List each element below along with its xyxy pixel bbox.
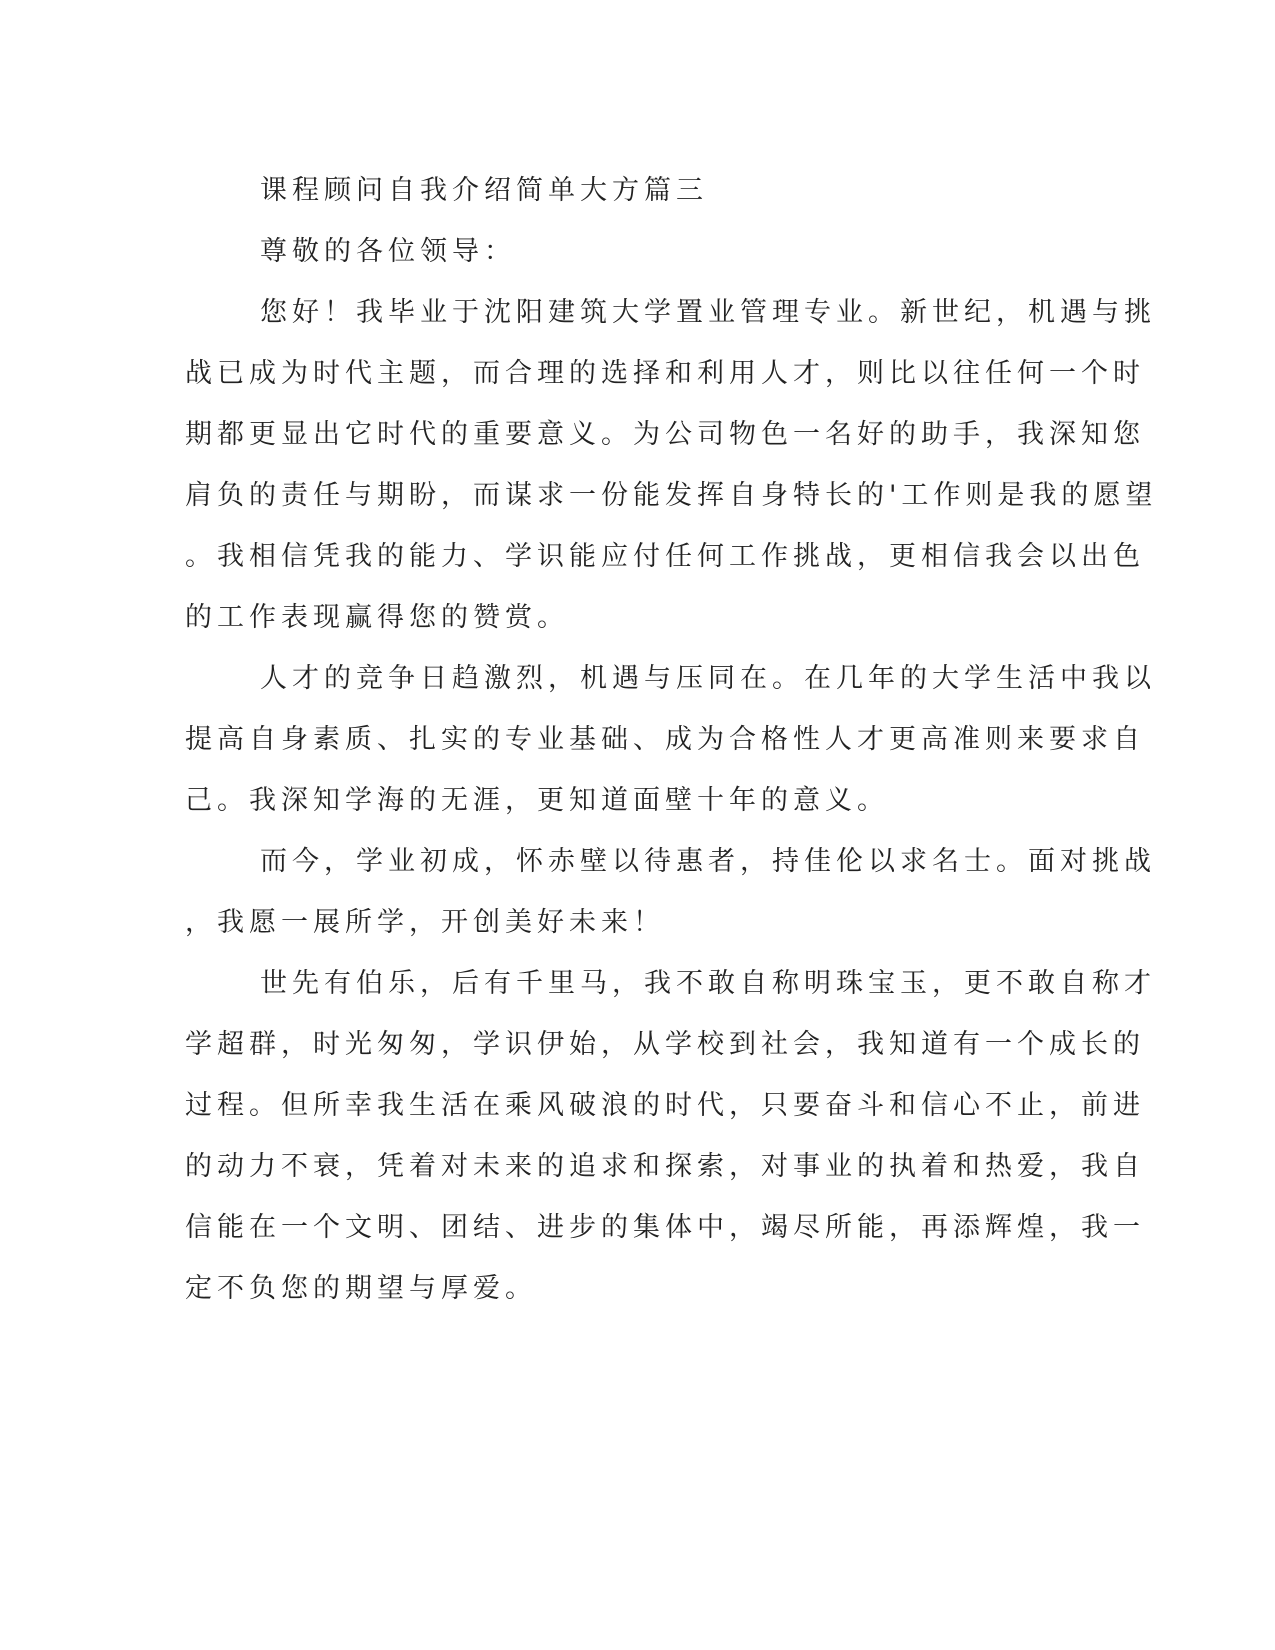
paragraph-line: 期都更显出它时代的重要意义。为公司物色一名好的助手，我深知您 — [185, 419, 1145, 450]
paragraph-line: 定不负您的期望与厚爱。 — [185, 1273, 537, 1304]
paragraph-2 — [185, 648, 1156, 831]
document-title: 课程顾问自我介绍简单大方篇三 — [260, 175, 708, 206]
paragraph-1 — [185, 282, 1158, 648]
paragraph-line: 您好！我毕业于沈阳建筑大学置业管理专业。新世纪，机遇与挑 — [260, 297, 1156, 328]
salutation: 尊敬的各位领导： — [260, 236, 516, 267]
document-body — [185, 160, 1158, 1319]
paragraph-line: 提高自身素质、扎实的专业基础、成为合格性人才更高准则来要求自 — [185, 724, 1145, 755]
paragraph-line: 世先有伯乐，后有千里马，我不敢自称明珠宝玉，更不敢自称才 — [260, 968, 1156, 999]
paragraph-4 — [185, 953, 1156, 1319]
paragraph-line: 的工作表现赢得您的赞赏。 — [185, 602, 569, 633]
paragraph-line: 而今，学业初成，怀赤壁以待惠者，持佳伦以求名士。面对挑战 — [260, 846, 1156, 877]
paragraph-line: 肩负的责任与期盼，而谋求一份能发挥自身特长的'工作则是我的愿望 — [185, 480, 1158, 511]
paragraph-line: 战已成为时代主题，而合理的选择和利用人才，则比以往任何一个时 — [185, 358, 1145, 389]
paragraph-line: 己。我深知学海的无涯，更知道面壁十年的意义。 — [185, 785, 889, 816]
paragraph-3 — [185, 831, 1156, 953]
paragraph-line: ，我愿一展所学，开创美好未来！ — [185, 907, 665, 938]
paragraph-line: 。我相信凭我的能力、学识能应付任何工作挑战，更相信我会以出色 — [185, 541, 1145, 572]
paragraph-line: 过程。但所幸我生活在乘风破浪的时代，只要奋斗和信心不止，前进 — [185, 1090, 1145, 1121]
paragraph-line: 学超群，时光匆匆，学识伊始，从学校到社会，我知道有一个成长的 — [185, 1029, 1145, 1060]
paragraph-line: 的动力不衰，凭着对未来的追求和探索，对事业的执着和热爱，我自 — [185, 1151, 1145, 1182]
paragraph-line: 信能在一个文明、团结、进步的集体中，竭尽所能，再添辉煌，我一 — [185, 1212, 1145, 1243]
paragraph-line: 人才的竞争日趋激烈，机遇与压同在。在几年的大学生活中我以 — [260, 663, 1156, 694]
